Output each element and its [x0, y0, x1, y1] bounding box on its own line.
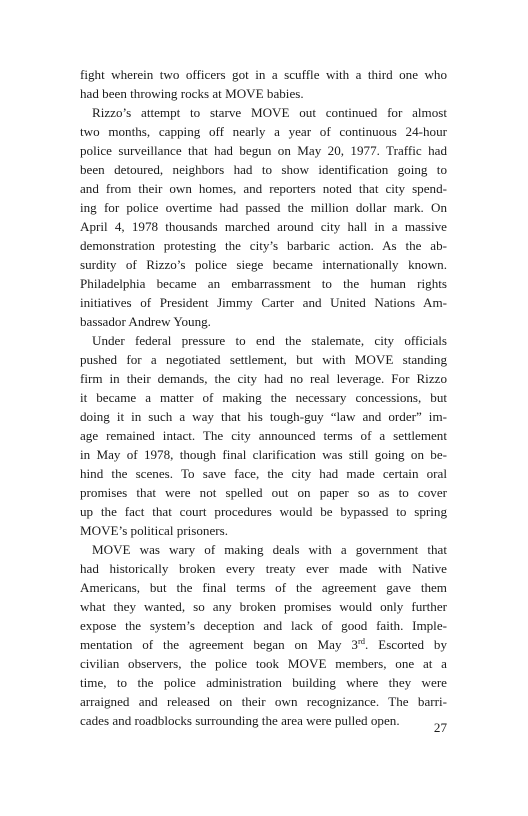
text-line: civilian observers, the police took MOVE members, one at a — [80, 656, 447, 671]
text-line: and from their own homes, and reporters noted that city spend- — [80, 181, 447, 196]
superscript-ordinal: rd — [357, 636, 366, 646]
text-line: what they wanted, so any broken promises would only further — [80, 599, 447, 614]
text-line: Rizzo’s attempt to starve MOVE out continued for almost — [92, 105, 447, 120]
text-line: expose the system’s deception and lack of good faith. Imple- — [80, 618, 447, 633]
text-line: firm in their demands, the city had no real leverage. For Rizzo — [80, 371, 447, 386]
text-segment: mentation of the agreement began on May 3 — [80, 637, 358, 652]
text-segment: . Escorted by — [365, 637, 447, 652]
text-line: two months, capping off nearly a year of continuous 24-hour — [80, 124, 447, 139]
text-line: cades and roadblocks surrounding the area were pulled open. — [80, 713, 400, 728]
text-line: promises that were not spelled out on paper so as to cover — [80, 485, 447, 500]
text-line: surdity of Rizzo’s police siege became internationally known. — [80, 257, 447, 272]
text-line: fight wherein two officers got in a scuffle with a third one who — [80, 67, 447, 82]
text-line-with-superscript — [80, 635, 447, 654]
text-line: Americans, but the final terms of the agreement gave them — [80, 580, 447, 595]
text-line: Under federal pressure to end the stalemate, city officials — [92, 333, 447, 348]
page-number: 27 — [433, 720, 447, 735]
text-line: initiatives of President Jimmy Carter and United Nations Am- — [80, 295, 447, 310]
text-line: demonstration protesting the city’s barbaric action. As the ab- — [80, 238, 447, 253]
text-line: pushed for a negotiated settlement, but with MOVE standing — [80, 352, 447, 367]
text-line: arraigned and released on their own recognizance. The barri- — [80, 694, 447, 709]
text-line: up the fact that court procedures would be bypassed to spring — [80, 504, 447, 519]
text-line: MOVE’s political prisoners. — [80, 523, 229, 538]
text-line: age remained intact. The city announced terms of a settlement — [80, 428, 447, 443]
text-line: in May of 1978, though final clarification was still going on be- — [80, 447, 447, 462]
text-line: time, to the police administration building where they were — [80, 675, 447, 690]
text-line: ing for police overtime had passed the million dollar mark. On — [80, 200, 447, 215]
text-line: it became a matter of making the necessary concessions, but — [80, 390, 447, 405]
text-line: had been throwing rocks at MOVE babies. — [80, 86, 304, 101]
text-line: hind the scenes. To save face, the city had made certain oral — [80, 466, 447, 481]
text-line: had historically broken every treaty ever made with Native — [80, 561, 447, 576]
text-line: police surveillance that had begun on May 20, 1977. Traffic had — [80, 143, 447, 158]
text-line: Philadelphia became an embarrassment to the human rights — [80, 276, 447, 291]
page-body-text — [80, 65, 447, 730]
text-line: bassador Andrew Young. — [80, 314, 211, 329]
text-line: April 4, 1978 thousands marched around city hall in a massive — [80, 219, 447, 234]
text-line: MOVE was wary of making deals with a government that — [92, 542, 447, 557]
text-line: been detoured, neighbors had to show identification going to — [80, 162, 447, 177]
text-line: doing it in such a way that his tough-guy “law and order” im- — [80, 409, 447, 424]
